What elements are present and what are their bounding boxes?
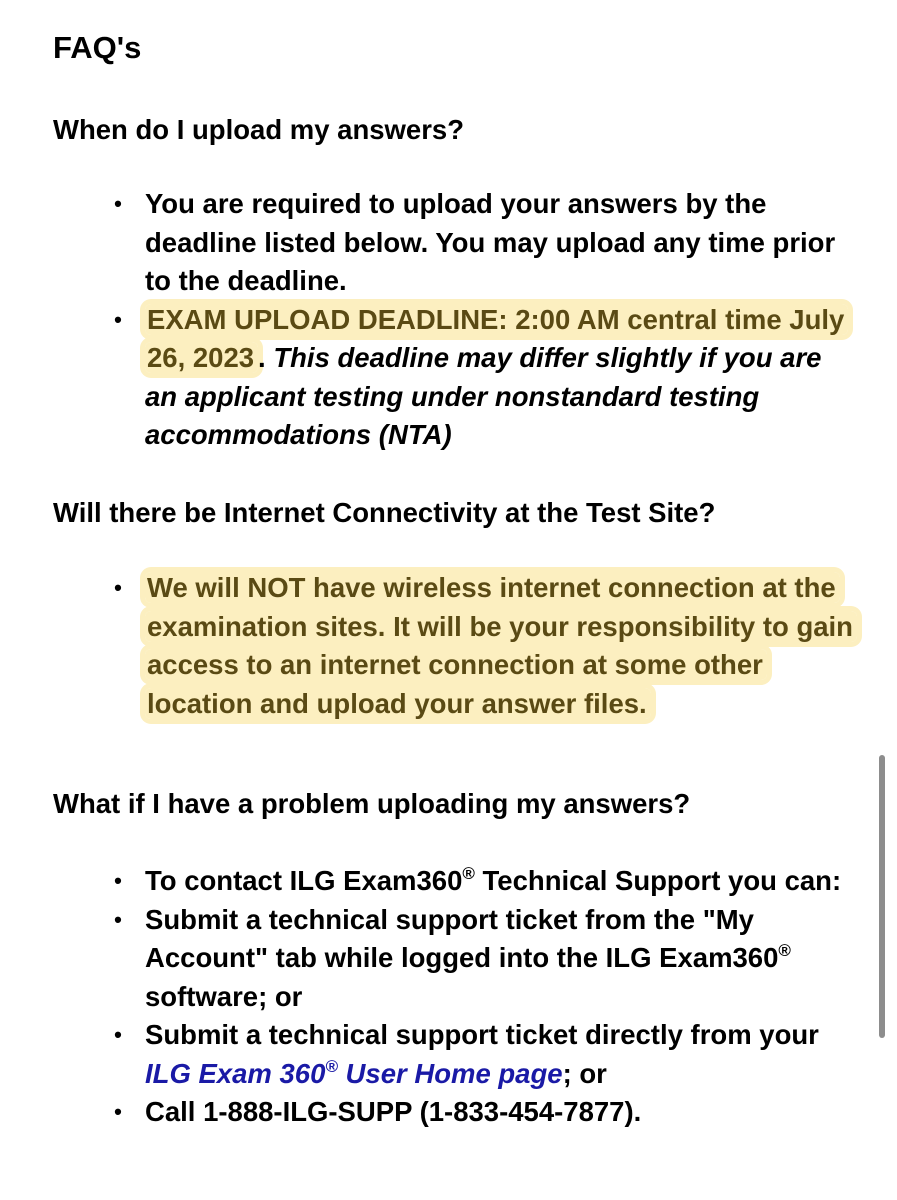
- item-text: Technical Support you can:: [474, 865, 842, 896]
- answer-list-upload-problem: [0, 862, 897, 1132]
- no-wireless-highlight: We will NOT have wireless internet connection at the examination sites. It will be your responsibility to gain access to an internet connection at some other location and upload your answer files.: [145, 572, 857, 719]
- nta-note: This deadline may differ slightly if you are an applicant testing under nonstandard testing accommodations (NTA): [145, 342, 822, 450]
- item-text: To contact ILG Exam360: [145, 865, 463, 896]
- list-item: [0, 569, 897, 723]
- registered-mark: ®: [778, 941, 791, 960]
- link-text: ILG Exam 360: [145, 1057, 326, 1089]
- question-upload-problem: What if I have a problem uploading my answers?: [53, 788, 691, 819]
- registered-mark: ®: [325, 1056, 338, 1076]
- item-text: software; or: [145, 980, 303, 1012]
- bullet-icon: •: [114, 306, 122, 332]
- deadline-highlight: EXAM UPLOAD DEADLINE: 2:00 AM central time July 26, 2023: [145, 304, 848, 374]
- item-text: You are required to upload your answers by the deadline listed below. You may upload any time prior to the deadline.: [145, 188, 836, 296]
- list-item: [0, 862, 897, 901]
- bullet-icon: •: [114, 1022, 122, 1047]
- list-item: [0, 185, 897, 301]
- list-item: [0, 301, 897, 455]
- list-item: [0, 901, 897, 1017]
- support-phone: Call 1-888-ILG-SUPP (1-833-454-7877).: [145, 1096, 642, 1127]
- list-item: [0, 1016, 897, 1093]
- item-text: .: [258, 342, 274, 373]
- item-text: Submit a technical support ticket directly from your: [145, 1019, 819, 1050]
- item-text: Submit a technical support ticket from the "My Account" tab while logged into the ILG Exam360: [145, 903, 779, 973]
- item-text: ; or: [562, 1057, 607, 1089]
- question-internet: Will there be Internet Connectivity at the Test Site?: [53, 497, 716, 528]
- bullet-icon: •: [114, 906, 122, 932]
- user-home-page-link[interactable]: [145, 1058, 563, 1089]
- page-title: FAQ's: [53, 30, 142, 65]
- registered-mark: ®: [462, 864, 475, 883]
- answer-list-upload-when: [0, 185, 897, 455]
- question-upload-when: When do I upload my answers?: [53, 114, 465, 145]
- bullet-icon: •: [114, 575, 122, 600]
- bullet-icon: •: [114, 868, 122, 893]
- scrollbar[interactable]: [879, 755, 885, 1038]
- link-text: User Home page: [337, 1057, 563, 1089]
- answer-list-internet: [0, 569, 897, 723]
- list-item: [0, 1093, 897, 1132]
- bullet-icon: •: [114, 191, 122, 216]
- bullet-icon: •: [114, 1099, 122, 1124]
